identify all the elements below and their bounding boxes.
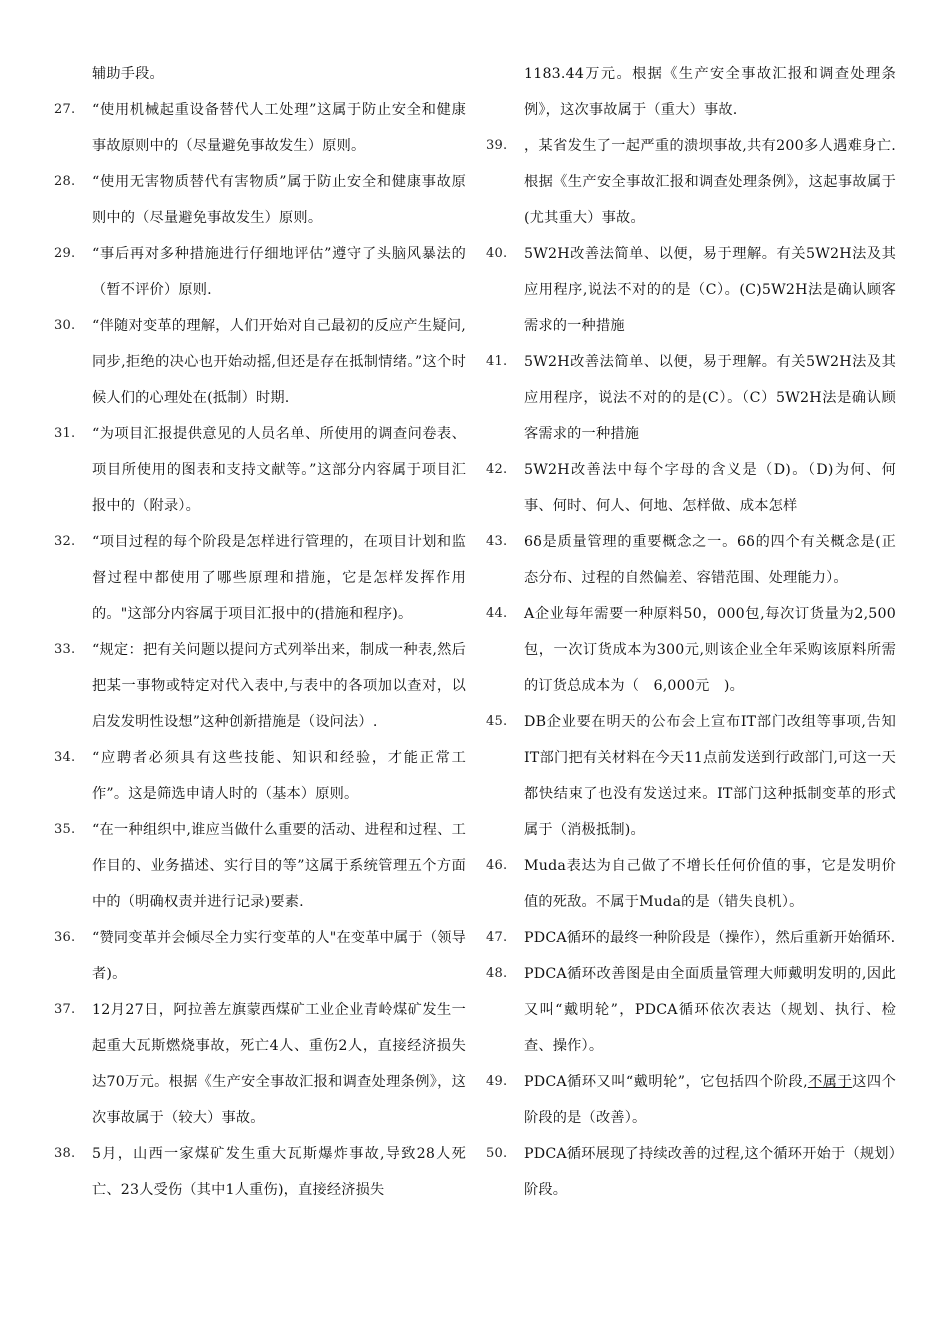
list-item: [54, 992, 466, 1136]
list-item: [486, 1136, 896, 1208]
list-item: [54, 740, 466, 812]
list-item: [486, 56, 896, 128]
list-item: [486, 524, 896, 596]
list-item: [486, 452, 896, 524]
item-number: 29.: [54, 246, 76, 261]
item-text: “应聘者必须具有这些技能、知识和经验，才能正常工作”。这是筛选申请人时的（基本）原则。: [92, 750, 466, 802]
item-text: A企业每年需要一种原料50，000包,每次订货量为2,500包，一次订货成本为300元,则该企业全年采购该原料所需的订货总成本为（ 6,000元 )。: [524, 606, 896, 694]
item-number: 39.: [486, 138, 508, 153]
item-number: 35.: [54, 822, 76, 837]
item-number: 38.: [54, 1146, 76, 1161]
item-text: PDCA循环展现了持续改善的过程,这个循环开始于（规划）阶段。: [524, 1146, 896, 1198]
item-text: ，某省发生了一起严重的溃坝事故,共有200多人遇难身亡.根据《生产安全事故汇报和调查处理条例》，这起事故属于(尤其重大）事故。: [524, 138, 896, 226]
list-item: [54, 164, 466, 236]
item-text: 1183.44万元。根据《生产安全事故汇报和调查处理条例》，这次事故属于（重大）事故.: [524, 66, 896, 118]
item-number: 44.: [486, 606, 508, 621]
item-text: 5W2H改善法简单、以便，易于理解。有关5W2H法及其应用程序，说法不对的的是(C）。（C）5W2H法是确认顾客需求的一种措施: [524, 354, 896, 442]
item-number: 41.: [486, 354, 508, 369]
list-item: [486, 848, 896, 920]
item-text: “伴随对变革的理解，人们开始对自己最初的反应产生疑问,同步,拒绝的决心也开始动摇,但还是存在抵制情绪。”这个时候人们的心理处在(抵制）时期.: [92, 318, 466, 406]
list-item: [486, 236, 896, 344]
item-text: “项目过程的每个阶段是怎样进行管理的，在项目计划和监督过程中都使用了哪些原理和措施，它是怎样发挥作用的。"这部分内容属于项目汇报中的(措施和程序)。: [92, 534, 466, 622]
item-number: 27.: [54, 102, 76, 117]
item-text: 5月，山西一家煤矿发生重大瓦斯爆炸事故,导致28人死亡、23人受伤（其中1人重伤)，直接经济损失: [92, 1146, 466, 1198]
item-text: “赞同变革并会倾尽全力实行变革的人"在变革中属于（领导者)。: [92, 930, 466, 982]
item-number: 48.: [486, 966, 508, 981]
item-text: 5W2H改善法简单、以便，易于理解。有关5W2H法及其应用程序,说法不对的的是（C）。(C)5W2H法是确认顾客需求的一种措施: [524, 246, 896, 334]
item-text: “为项目汇报提供意见的人员名单、所使用的调查问卷表、项目所使用的图表和支持文献等。”这部分内容属于项目汇报中的（附录）。: [92, 426, 466, 514]
list-item: [486, 956, 896, 1064]
list-item: [486, 920, 896, 956]
item-text: 辅助手段。: [92, 66, 164, 82]
list-item: [486, 596, 896, 704]
item-number: 40.: [486, 246, 508, 261]
list-item: [54, 920, 466, 992]
item-number: 46.: [486, 858, 508, 873]
list-item: [54, 308, 466, 416]
item-text-after: 这四个阶段的是（改善）。: [524, 1074, 896, 1126]
item-number: 28.: [54, 174, 76, 189]
right-column: [486, 56, 896, 1208]
item-text: 6δ是质量管理的重要概念之一。6δ的四个有关概念是(正态分布、过程的自然偏差、容错范围、处理能力）。: [524, 534, 896, 586]
list-item: [486, 344, 896, 452]
item-text-before: PDCA循环又叫“戴明轮”，它包括四个阶段,: [524, 1074, 808, 1090]
item-text: “规定：把有关问题以提问方式列举出来，制成一种表,然后把某一事物或特定对代入表中,与表中的各项加以查对，以启发发明性设想”这种创新措施是（设问法）.: [92, 642, 466, 730]
item-number: 30.: [54, 318, 76, 333]
item-text: “使用机械起重设备替代人工处理”这属于防止安全和健康事故原则中的（尽量避免事故发生）原则。: [92, 102, 466, 154]
list-item: [54, 812, 466, 920]
item-text: “事后再对多种措施进行仔细地评估”遵守了头脑风暴法的（暂不评价）原则.: [92, 246, 466, 298]
item-number: 31.: [54, 426, 76, 441]
item-number: 43.: [486, 534, 508, 549]
item-text: Muda表达为自己做了不增长任何价值的事，它是发明价值的死敌。不属于Muda的是（错失良机）。: [524, 858, 896, 910]
item-number: 50.: [486, 1146, 508, 1161]
item-number: 33.: [54, 642, 76, 657]
item-text: 12月27日，阿拉善左旗蒙西煤矿工业企业青岭煤矿发生一起重大瓦斯燃烧事故，死亡4人、重伤2人，直接经济损失达70万元。根据《生产安全事故汇报和调查处理条例》，这次事故属于（较大）事故。: [92, 1002, 466, 1126]
item-number: 47.: [486, 930, 508, 945]
list-item: [54, 236, 466, 308]
item-number: 45.: [486, 714, 508, 729]
item-text: PDCA循环的最终一种阶段是（操作），然后重新开始循环.: [524, 930, 896, 946]
item-text: DB企业要在明天的公布会上宣布IT部门改组等事项,告知IT部门把有关材料在今天11点前发送到行政部门,可这一天都快结束了也没有发送过来。IT部门这种抵制变革的形式属于（消极抵制)。: [524, 714, 896, 838]
list-item: [486, 1064, 896, 1136]
list-item: [54, 524, 466, 632]
item-number: 37.: [54, 1002, 76, 1017]
item-number: 34.: [54, 750, 76, 765]
item-text: [524, 1064, 896, 1136]
item-number: 49.: [486, 1074, 508, 1089]
item-text: “使用无害物质替代有害物质”属于防止安全和健康事故原则中的（尽量避免事故发生）原则。: [92, 174, 466, 226]
list-item: [486, 128, 896, 236]
list-item: [54, 1136, 466, 1208]
item-text: PDCA循环改善图是由全面质量管理大师戴明发明的,因此又叫“戴明轮”，PDCA循环依次表达（规划、执行、检查、操作）。: [524, 966, 896, 1054]
list-item: [54, 92, 466, 164]
item-number: 36.: [54, 930, 76, 945]
list-item: [54, 56, 466, 92]
item-number: 42.: [486, 462, 508, 477]
left-column: [54, 56, 466, 1208]
list-item: [486, 704, 896, 848]
underlined-text: 不属于: [807, 1074, 853, 1090]
item-text: “在一种组织中,谁应当做什么重要的活动、进程和过程、工作目的、业务描述、实行目的等”这属于系统管理五个方面中的（明确权责并进行记录)要素.: [92, 822, 466, 910]
list-item: [54, 632, 466, 740]
list-item: [54, 416, 466, 524]
item-number: 32.: [54, 534, 76, 549]
item-text: 5W2H改善法中每个字母的含义是（D)。（D)为何、何事、何时、何人、何地、怎样做、成本怎样: [524, 462, 896, 514]
